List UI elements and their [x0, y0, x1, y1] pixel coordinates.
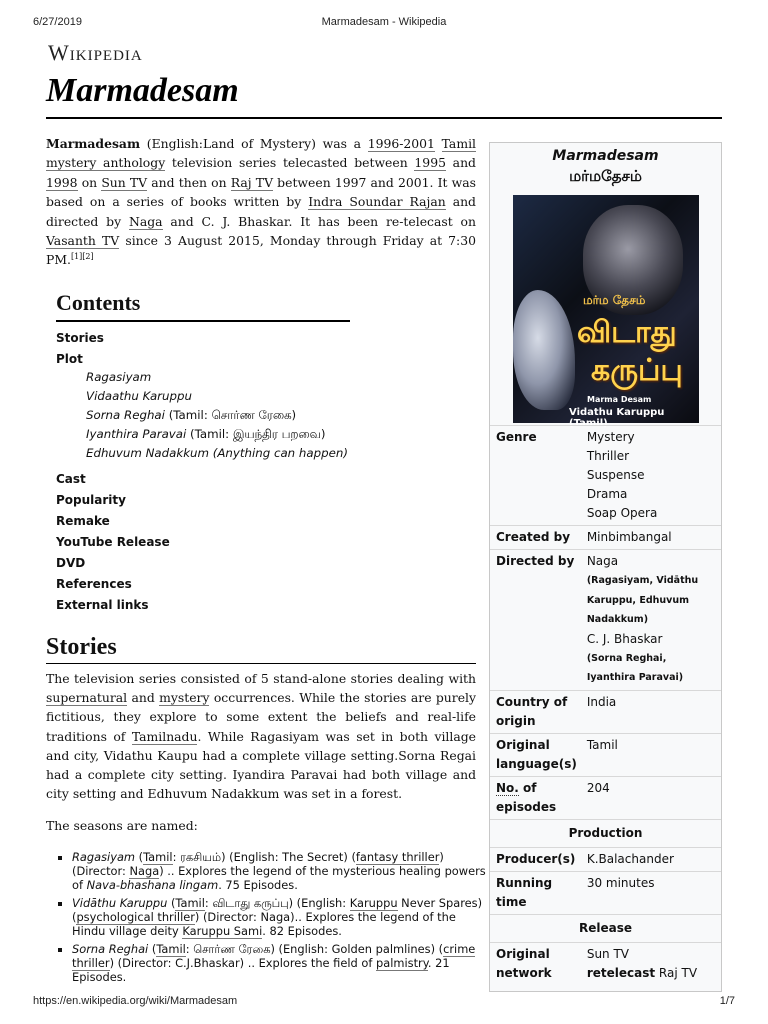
genre-item[interactable]: Soap Opera: [586, 506, 658, 520]
toc-plot-subsections: [56, 368, 350, 463]
season-text: . 21 Episodes.: [72, 956, 450, 984]
link-psychological-thriller[interactable]: psychological thriller: [76, 910, 195, 924]
print-footer: [33, 995, 735, 1009]
season-text: : சொர்ண ரேகை) (English: Golden palmlines) (: [185, 942, 444, 956]
link-sun-tv[interactable]: Sun TV: [101, 174, 148, 190]
toc-subitem-ragasiyam[interactable]: [86, 368, 350, 387]
table-row: [490, 847, 721, 871]
link-mystery[interactable]: mystery: [159, 690, 210, 706]
toc-item-external-links[interactable]: External links: [56, 598, 149, 612]
reference-links[interactable]: [1][2]: [70, 252, 94, 262]
season-text: (: [148, 942, 157, 956]
toc-item-cast[interactable]: Cast: [56, 472, 86, 486]
link-naga[interactable]: Naga: [129, 864, 160, 878]
infobox-label-country: Country of origin: [490, 690, 581, 733]
lead-text: television series telecasted between: [165, 155, 415, 171]
table-of-contents: [56, 290, 350, 616]
network-retelecast: [587, 964, 717, 983]
lead-text: (English:Land of Mystery) was a: [140, 136, 368, 151]
seasons-list: [56, 850, 488, 988]
season-text: Never Spares) (: [72, 896, 483, 924]
poster-text-title-2: கருப்பு: [591, 353, 683, 388]
season-text: (: [167, 896, 176, 910]
link-tamil[interactable]: Tamil: [156, 942, 186, 956]
page-title: Marmadesam: [46, 72, 239, 109]
print-url: https://en.wikipedia.org/wiki/Marmadesam: [33, 995, 238, 1007]
infobox: [489, 142, 722, 992]
print-title: Marmadesam - Wikipedia: [321, 16, 447, 28]
director-note: (Sorna Reghai, Iyanthira Paravai): [586, 652, 684, 683]
link-supernatural[interactable]: supernatural: [46, 690, 128, 706]
season-text: . 75 Episodes.: [218, 878, 298, 892]
table-row: [490, 871, 721, 914]
toc-subitem-title: Iyanthira Paravai: [86, 427, 187, 441]
poster-horse: [513, 290, 575, 410]
infobox-value-producer: K.Balachander: [581, 847, 721, 871]
link-1998[interactable]: 1998: [46, 174, 78, 190]
poster-text-bottom: Vidathu Karuppu (Tamil): [569, 407, 665, 429]
poster-image[interactable]: [513, 195, 699, 429]
poster-text-title-1: விடாது: [577, 315, 677, 350]
season-text: ) (Director: Naga).. Explores the legend of the Hindu village deity: [72, 910, 456, 938]
table-row: [490, 819, 721, 847]
section-heading-stories: Stories: [46, 634, 476, 664]
link-karuppu[interactable]: Karuppu: [349, 896, 398, 910]
link-1995[interactable]: 1995: [414, 155, 446, 171]
infobox-table: [490, 425, 721, 985]
infobox-value-runtime: 30 minutes: [581, 871, 721, 914]
list-item: [72, 896, 488, 938]
season-text: ) (Director:: [72, 850, 444, 878]
toc-subitem-extra: (Tamil: சொர்ண ரேகை): [164, 408, 297, 422]
table-row: [490, 690, 721, 733]
infobox-section-production: Production: [490, 819, 721, 847]
infobox-value-directed: [581, 550, 721, 691]
lead-text: on: [77, 174, 102, 190]
lead-text: between 1997 and 2001. It was based on a series of books written by: [46, 174, 476, 210]
link-palmistry[interactable]: palmistry: [376, 956, 428, 970]
network-name[interactable]: Sun TV: [586, 946, 630, 961]
infobox-label-genre: Genre: [490, 426, 581, 526]
table-row: [490, 942, 721, 985]
toc-subitem-sorna-reghai[interactable]: [86, 406, 350, 425]
season-text: : ரகசியம்) (English: The Secret) (: [172, 850, 356, 864]
infobox-label-directed: Directed by: [490, 550, 581, 691]
link-tamil[interactable]: Tamil: [175, 896, 205, 910]
lead-bold-title: Marmadesam: [46, 136, 141, 151]
print-page-number: 1/7: [719, 995, 735, 1007]
toc-subitem-title: Ragasiyam: [86, 370, 152, 384]
director-note: (Ragasiyam, Vidāthu Karuppu, Edhuvum Nadakkum): [586, 575, 699, 625]
link-tamil[interactable]: Tamil: [143, 850, 173, 864]
toc-subitem-extra: (Tamil: இயந்திர பறவை): [186, 427, 326, 441]
infobox-value-created: Minbimbangal: [581, 526, 721, 550]
link-tamilnadu[interactable]: Tamilnadu: [131, 728, 198, 744]
genre-item[interactable]: Drama: [586, 487, 628, 501]
table-row: [490, 526, 721, 550]
infobox-value-episodes: 204: [581, 776, 721, 819]
season-text: : விடாது கருப்பு) (English:: [204, 896, 350, 910]
toc-item-plot[interactable]: Plot: [56, 352, 83, 366]
lead-text: and C. J. Bhaskar. It has been re-telecast on: [162, 213, 476, 229]
infobox-label-runtime: Running time: [490, 871, 581, 914]
link-fantasy-thriller[interactable]: fantasy thriller: [355, 850, 440, 864]
link-vasanth-tv[interactable]: Vasanth TV: [46, 233, 120, 249]
table-row: [490, 733, 721, 776]
toc-title: Contents: [56, 290, 350, 322]
body-text: . While Ragasiyam was set in both village and city, Vidathu Kaupu had a complete village setting.Sorna Regai had a complete city setting. Iyandira Paravai had both village and city setting and Edhuvum Nadakkum was set in a forest.: [46, 728, 476, 802]
link-karuppu-sami[interactable]: Karuppu Sami: [182, 924, 263, 938]
toc-list: [56, 328, 350, 616]
director-name[interactable]: Naga: [586, 554, 619, 568]
season-italic: Nava-bhashana lingam: [86, 878, 219, 892]
infobox-value-language: Tamil: [581, 733, 721, 776]
infobox-label-created: Created by: [490, 526, 581, 550]
link-mystery-anthology[interactable]: mystery anthology: [46, 155, 166, 171]
episodes-label-text: of episodes: [496, 780, 557, 814]
link-indra-soundar-rajan[interactable]: Indra Soundar Rajan: [308, 194, 446, 210]
infobox-section-release: Release: [490, 914, 721, 942]
infobox-value-country: India: [581, 690, 721, 733]
toc-subitem-title: Edhuvum Nadakkum (Anything can happen): [86, 446, 348, 460]
toc-subitem-iyanthira-paravai[interactable]: [86, 425, 350, 444]
genre-item[interactable]: Suspense: [586, 468, 645, 482]
infobox-label-episodes: [490, 776, 581, 819]
season-title: Ragasiyam: [72, 850, 136, 864]
season-text: . 82 Episodes.: [262, 924, 342, 938]
season-title: Sorna Reghai: [72, 942, 149, 956]
infobox-label-network: Original network: [490, 942, 581, 985]
infobox-value-network: [581, 942, 721, 985]
list-item: [72, 942, 488, 984]
table-row: [490, 914, 721, 942]
toc-subitem-title: Vidaathu Karuppu: [86, 389, 192, 403]
infobox-label-language: Original language(s): [490, 733, 581, 776]
print-header: [33, 16, 735, 30]
wikipedia-wordmark[interactable]: Wikipedia: [48, 40, 143, 65]
poster-text-small: Marma Desam: [587, 395, 652, 404]
link-naga[interactable]: Naga: [128, 213, 163, 229]
toc-subitem-vidaathu-karuppu[interactable]: [86, 387, 350, 406]
season-text: ) (Director: C.J.Bhaskar) .. Explores the field of: [109, 956, 376, 970]
genre-item[interactable]: Thriller: [586, 449, 630, 463]
table-row: [490, 776, 721, 819]
infobox-label-producer: Producer(s): [490, 847, 581, 871]
director-name: C. J. Bhaskar: [586, 631, 663, 646]
toc-item-popularity[interactable]: Popularity: [56, 493, 126, 507]
body-text: The television series consisted of 5 stand-alone stories dealing with: [46, 671, 476, 686]
season-title: Vidāthu Karuppu: [72, 896, 168, 910]
genre-item[interactable]: Mystery: [586, 430, 635, 444]
seasons-intro: The seasons are named:: [46, 818, 198, 833]
toc-subitem-edhuvum-nadakkum[interactable]: [86, 444, 350, 463]
toc-item-youtube-release[interactable]: YouTube Release: [56, 535, 170, 549]
toc-item-dvd[interactable]: DVD: [56, 556, 86, 570]
lead-text: since 3 August 2015, Monday through Friday at 7:30 PM.: [46, 233, 476, 268]
lead-paragraph: [46, 134, 476, 270]
toc-item-stories[interactable]: Stories: [56, 331, 104, 345]
retelecast-label: retelecast: [586, 965, 656, 980]
link-1996-2001[interactable]: 1996-2001: [367, 136, 435, 151]
season-text: ) .. Explores the legend of the mysterious healing powers of: [72, 864, 486, 892]
infobox-title: Marmadesam: [552, 148, 659, 164]
infobox-subtitle: மர்மதேசம்: [569, 167, 642, 185]
lead-text: and then on: [147, 174, 231, 190]
list-item: [72, 850, 488, 892]
toc-subitem-title: Sorna Reghai: [86, 408, 165, 422]
lead-text: and directed by: [46, 194, 476, 229]
season-text: (: [135, 850, 144, 864]
poster-text-top: மர்ம தேசம்: [583, 293, 646, 307]
body-text: and: [127, 690, 160, 706]
toc-item-remake[interactable]: Remake: [56, 514, 110, 528]
lead-text: and: [445, 155, 476, 171]
stories-paragraph: [46, 669, 476, 803]
toc-item-references[interactable]: References: [56, 577, 132, 591]
body-text: occurrences. While the stories are purely fictitious, they explore to some extent the beliefs and real-life traditions of: [46, 690, 477, 744]
infobox-value-genre: [581, 426, 721, 526]
lead-text: [435, 136, 442, 151]
episodes-abbr[interactable]: No.: [496, 780, 519, 795]
table-row: [490, 550, 721, 691]
link-crime-thriller[interactable]: crime thriller: [72, 942, 476, 970]
table-row: [490, 426, 721, 526]
print-date: 6/27/2019: [33, 16, 82, 28]
link-raj-tv[interactable]: Raj TV: [230, 174, 274, 190]
link-tamil[interactable]: Tamil: [441, 136, 476, 151]
network-name[interactable]: Raj TV: [655, 965, 698, 980]
title-divider: [46, 117, 722, 119]
